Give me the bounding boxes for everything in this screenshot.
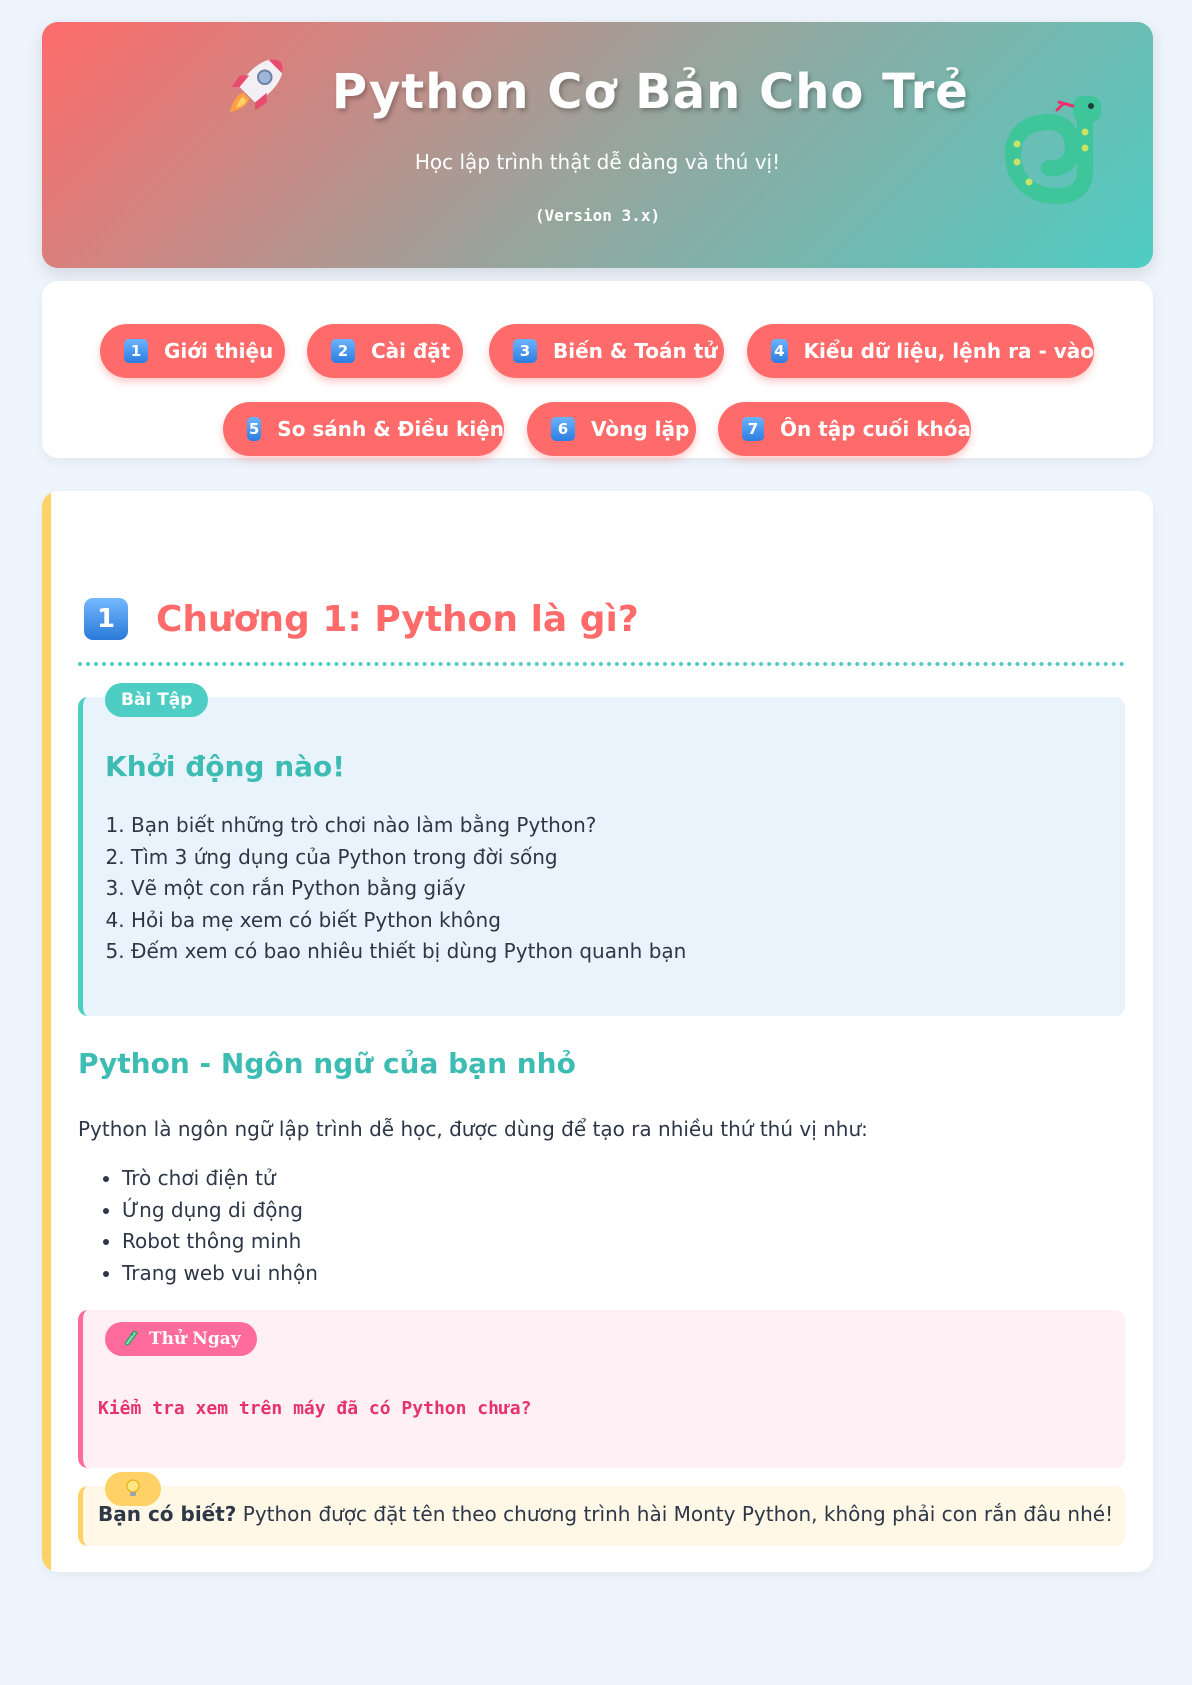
nav-label: Kiểu dữ liệu, lệnh ra - vào bbox=[803, 339, 1094, 363]
chapter-title bbox=[84, 598, 639, 640]
exercise-list bbox=[107, 810, 686, 968]
list-item: • Trò chơi điện tử bbox=[122, 1163, 318, 1195]
fun-fact-body: Python được đặt tên theo chương trình hài Monty Python, không phải con rắn đâu nhé! bbox=[236, 1502, 1114, 1526]
nav-label: Vòng lặp bbox=[591, 417, 690, 441]
list-item: 3. Vẽ một con rắn Python bằng giấy bbox=[131, 873, 686, 905]
chapter-nav bbox=[42, 281, 1153, 458]
nav-label: Cài đặt bbox=[371, 339, 451, 363]
number-1-icon: 1 bbox=[124, 339, 148, 363]
list-item: 5. Đếm xem có bao nhiêu thiết bị dùng Python quanh bạn bbox=[131, 936, 686, 968]
list-item: 4. Hỏi ba mẹ xem có biết Python không bbox=[131, 905, 686, 937]
dotted-divider bbox=[78, 662, 1125, 666]
lightbulb-icon bbox=[125, 1479, 141, 1499]
number-2-icon: 2 bbox=[331, 339, 355, 363]
try-now-box bbox=[78, 1310, 1125, 1468]
page-title-row bbox=[42, 54, 1153, 120]
try-now-label: Thử Ngay bbox=[149, 1329, 241, 1349]
list-item: 1. Bạn biết những trò chơi nào làm bằng Python? bbox=[131, 810, 686, 842]
nav-chapter-1[interactable] bbox=[100, 324, 285, 378]
nav-chapter-5[interactable] bbox=[223, 402, 504, 456]
number-4-icon: 4 bbox=[771, 339, 788, 363]
number-1-icon: 1 bbox=[84, 598, 128, 640]
exercise-tag: Bài Tập bbox=[105, 683, 208, 717]
exercise-box bbox=[78, 690, 1125, 1016]
try-now-tag bbox=[105, 1322, 257, 1356]
fun-fact-box bbox=[78, 1486, 1125, 1546]
page-title: Python Cơ Bản Cho Trẻ bbox=[331, 64, 969, 120]
number-7-icon: 7 bbox=[742, 417, 764, 441]
try-now-text: Kiểm tra xem trên máy đã có Python chưa? bbox=[98, 1398, 532, 1419]
section-title: Python - Ngôn ngữ của bạn nhỏ bbox=[78, 1047, 576, 1080]
page-header bbox=[42, 22, 1153, 268]
exercise-title: Khởi động nào! bbox=[105, 750, 346, 783]
number-5-icon: 5 bbox=[247, 417, 261, 441]
nav-label: Ôn tập cuối khóa bbox=[780, 417, 971, 441]
test-tube-icon bbox=[121, 1327, 141, 1347]
nav-chapter-4[interactable] bbox=[747, 324, 1094, 378]
nav-chapter-2[interactable] bbox=[307, 324, 463, 378]
chapter-title-text: Chương 1: Python là gì? bbox=[156, 598, 639, 640]
number-3-icon: 3 bbox=[513, 339, 537, 363]
snake-icon bbox=[993, 92, 1113, 212]
list-item: • Ứng dụng di động bbox=[122, 1195, 318, 1227]
bulb-tag bbox=[105, 1472, 161, 1506]
nav-label: Giới thiệu bbox=[164, 339, 274, 363]
version-label: (Version 3.x) bbox=[534, 206, 661, 225]
chapter-content bbox=[42, 491, 1153, 1572]
number-6-icon: 6 bbox=[551, 417, 575, 441]
section-intro: Python là ngôn ngữ lập trình dễ học, được dùng để tạo ra nhiều thứ thú vị như: bbox=[78, 1117, 868, 1141]
feature-list bbox=[78, 1163, 318, 1289]
fun-fact-text bbox=[98, 1502, 1113, 1526]
fun-fact-label: Bạn có biết? bbox=[98, 1502, 237, 1526]
nav-label: Biến & Toán tử bbox=[553, 339, 718, 363]
nav-chapter-6[interactable] bbox=[527, 402, 696, 456]
nav-chapter-3[interactable] bbox=[489, 324, 724, 378]
rocket-icon bbox=[226, 54, 288, 116]
page-subtitle: Học lập trình thật dễ dàng và thú vị! bbox=[414, 150, 781, 174]
list-item: 2. Tìm 3 ứng dụng của Python trong đời sống bbox=[131, 842, 686, 874]
nav-label: So sánh & Điều kiện bbox=[277, 417, 504, 441]
list-item: • Robot thông minh bbox=[122, 1226, 318, 1258]
list-item: • Trang web vui nhộn bbox=[122, 1258, 318, 1290]
nav-chapter-7[interactable] bbox=[718, 402, 971, 456]
